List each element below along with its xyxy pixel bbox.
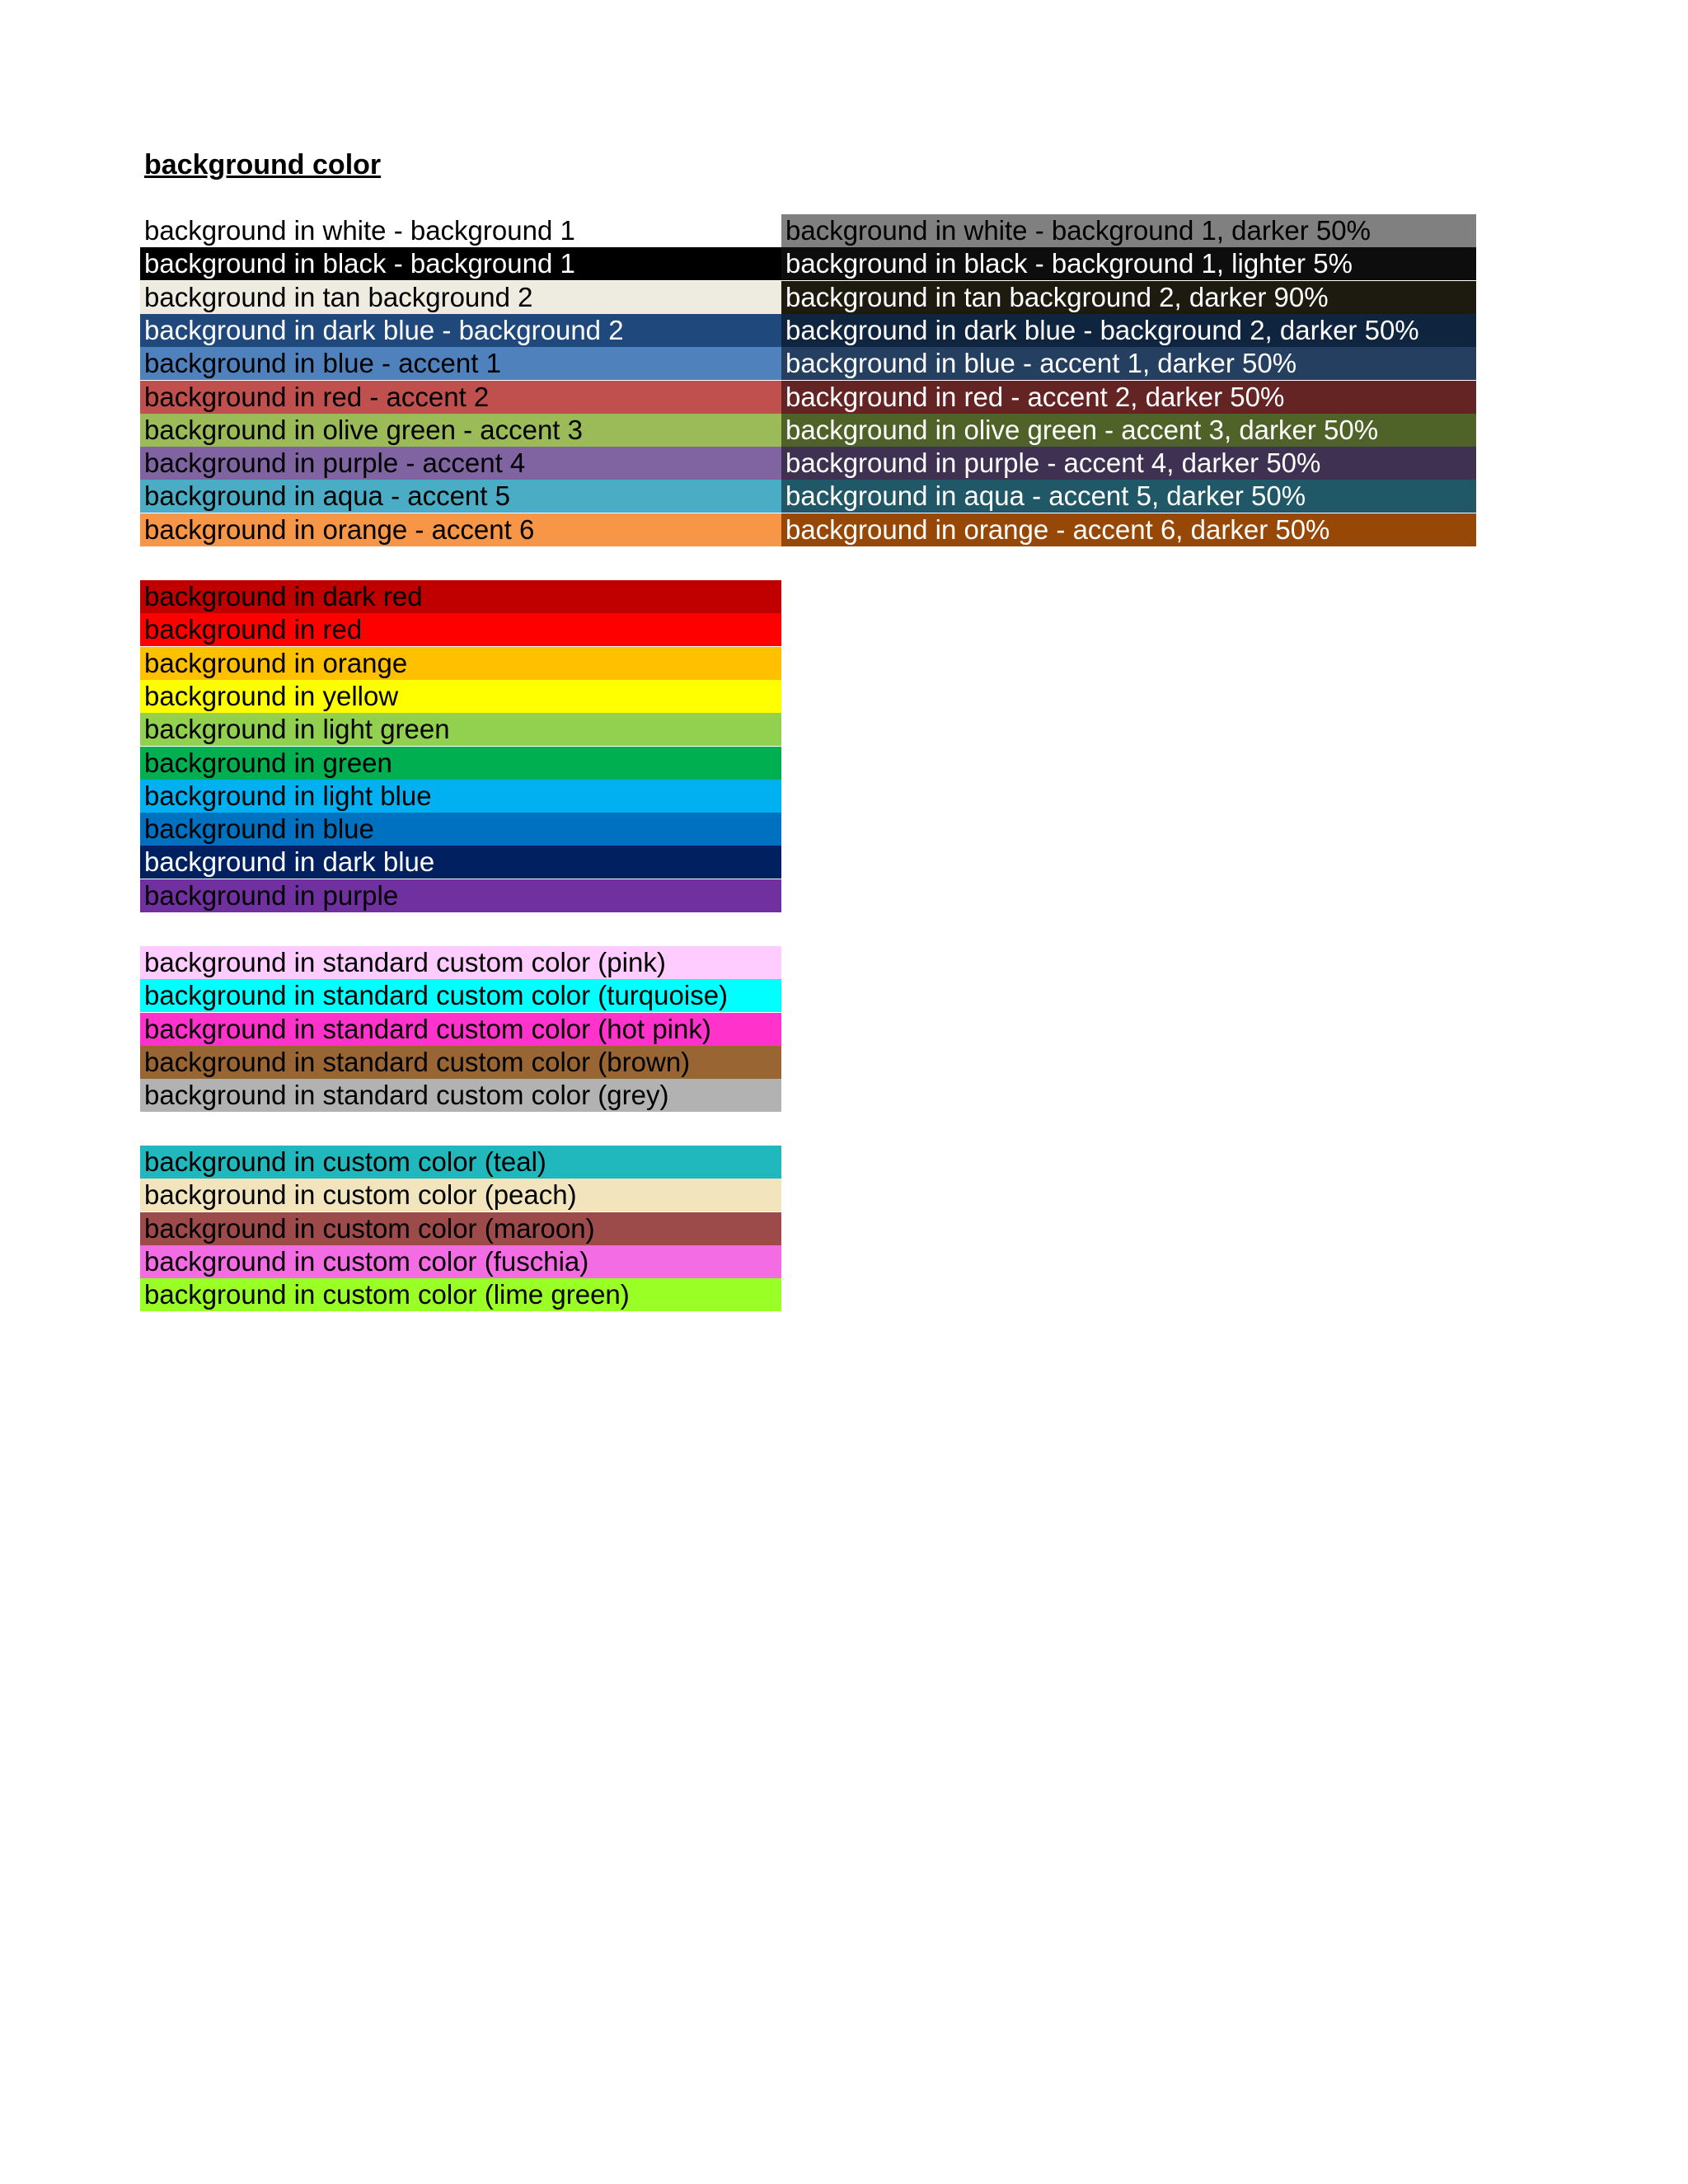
- theme-shade-cell: background in orange - accent 6, darker 50%: [781, 513, 1476, 546]
- standard-color-cell: background in dark blue: [140, 846, 781, 879]
- custom-color-cell: background in custom color (maroon): [140, 1212, 781, 1245]
- standard-color-cell: background in blue: [140, 813, 781, 846]
- theme-color-cell: background in purple - accent 4: [140, 447, 781, 480]
- theme-shade-cell: background in blue - accent 1, darker 50%: [781, 347, 1476, 380]
- standard-custom-color-cell: background in standard custom color (turquoise): [140, 979, 781, 1012]
- standard-color-cell: background in dark red: [140, 580, 781, 613]
- theme-shade-cell: background in red - accent 2, darker 50%: [781, 381, 1476, 414]
- custom-color-cell: background in custom color (fuschia): [140, 1245, 781, 1278]
- standard-color-cell: background in red: [140, 613, 781, 646]
- standard-custom-color-cell: background in standard custom color (pink): [140, 946, 781, 979]
- theme-shade-cell: background in olive green - accent 3, darker 50%: [781, 414, 1476, 447]
- theme-color-cell: background in black - background 1: [140, 247, 781, 280]
- custom-color-cell: background in custom color (lime green): [140, 1278, 781, 1311]
- theme-shade-cell: background in aqua - accent 5, darker 50%: [781, 480, 1476, 513]
- theme-shade-cell: background in tan background 2, darker 90%: [781, 281, 1476, 314]
- standard-custom-color-cell: background in standard custom color (grey): [140, 1079, 781, 1112]
- theme-color-cell: background in aqua - accent 5: [140, 480, 781, 513]
- theme-color-cell: background in dark blue - background 2: [140, 314, 781, 347]
- theme-color-cell: background in blue - accent 1: [140, 347, 781, 380]
- standard-color-cell: background in purple: [140, 879, 781, 912]
- standard-color-cell: background in green: [140, 747, 781, 780]
- theme-color-cell: background in olive green - accent 3: [140, 414, 781, 447]
- theme-shade-cell: background in dark blue - background 2, darker 50%: [781, 314, 1476, 347]
- theme-color-cell: background in red - accent 2: [140, 381, 781, 414]
- theme-color-cell: background in tan background 2: [140, 281, 781, 314]
- theme-shade-cell: background in purple - accent 4, darker 50%: [781, 447, 1476, 480]
- theme-shade-cell: background in black - background 1, lighter 5%: [781, 247, 1476, 280]
- page-title: background color: [144, 149, 382, 180]
- standard-custom-color-cell: background in standard custom color (hot pink): [140, 1013, 781, 1046]
- standard-color-cell: background in light blue: [140, 780, 781, 813]
- standard-color-cell: background in orange: [140, 647, 781, 680]
- theme-color-cell: background in orange - accent 6: [140, 513, 781, 546]
- theme-color-cell: background in white - background 1: [140, 214, 781, 247]
- standard-custom-color-cell: background in standard custom color (brown): [140, 1046, 781, 1079]
- standard-color-cell: background in yellow: [140, 680, 781, 713]
- standard-color-cell: background in light green: [140, 713, 781, 746]
- custom-color-cell: background in custom color (teal): [140, 1146, 781, 1179]
- custom-color-cell: background in custom color (peach): [140, 1179, 781, 1212]
- theme-shade-cell: background in white - background 1, darker 50%: [781, 214, 1476, 247]
